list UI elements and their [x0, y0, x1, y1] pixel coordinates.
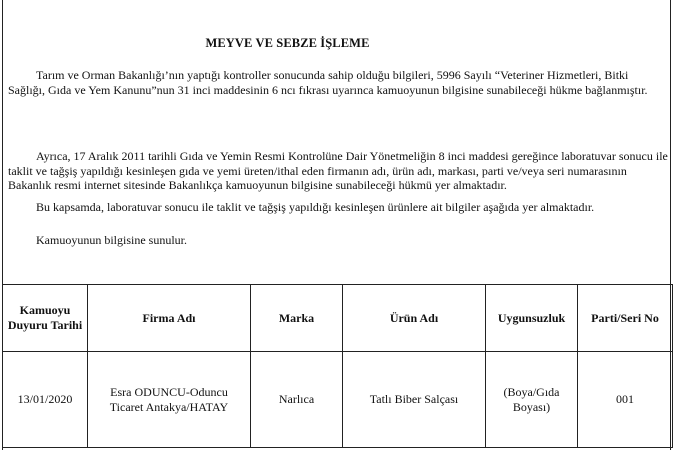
header-announcement-date: Kamuoyu Duyuru Tarihi [3, 285, 88, 352]
header-product-name: Ürün Adı [343, 285, 486, 352]
header-company-name: Firma Adı [88, 285, 251, 352]
header-nonconformity: Uygunsuzluk [486, 285, 578, 352]
cell-product-name: Tatlı Biber Salçası [343, 352, 486, 448]
table-row [3, 352, 673, 448]
cell-brand: Narlıca [251, 352, 343, 448]
header-brand: Marka [251, 285, 343, 352]
paragraph-scope: Bu kapsamda, laboratuvar sonucu ile taklit ve tağşiş yapıldığı kesinleşen ürünlere ait bilgiler aşağıda yer almaktadır. [36, 200, 595, 214]
document-title: MEYVE VE SEBZE İŞLEME [205, 36, 370, 50]
paragraph-announcement: Kamuoyunun bilgisine sunulur. [36, 233, 187, 247]
cell-nonconformity: (Boya/Gıda Boyası) [486, 352, 578, 448]
paragraph-legal-basis: Tarım ve Orman Bakanlığı’nın yaptığı kontroller sonucunda sahip olduğu bilgileri, 5996 Sayılı “Veteriner Hizmetleri, Bitki Sağlığı, Gıda ve Yem Kanunu”nun 31 inci maddesinin 6 ncı fıkrası uyarınca kamuoyunun bilgisine sunabileceği hükme bağlanmıştır. [8, 68, 648, 97]
table-header-row [3, 285, 673, 352]
header-batch-serial-no: Parti/Seri No [578, 285, 673, 352]
cell-batch-serial-no: 001 [578, 352, 673, 448]
cell-company-name: Esra ODUNCU-Oduncu Ticaret Antakya/HATAY [88, 352, 251, 448]
cell-announcement-date: 13/01/2020 [3, 352, 88, 448]
results-table [2, 284, 673, 448]
paragraph-regulation: Ayrıca, 17 Aralık 2011 tarihli Gıda ve Yemin Resmi Kontrolüne Dair Yönetmeliğin 8 inci maddesi gereğince laboratuvar sonucu ile taklit ve tağşiş yapıldığı kesinleşen gıda ve yemi üreten/ithal eden firmanın adı, ürün adı, markası, parti ve/veya seri numarasının Bakanlık resmi internet sitesinde Bakanlıkça kamuoyunun bilgisine sunabileceği hükmü yer almaktadır. [8, 149, 668, 192]
